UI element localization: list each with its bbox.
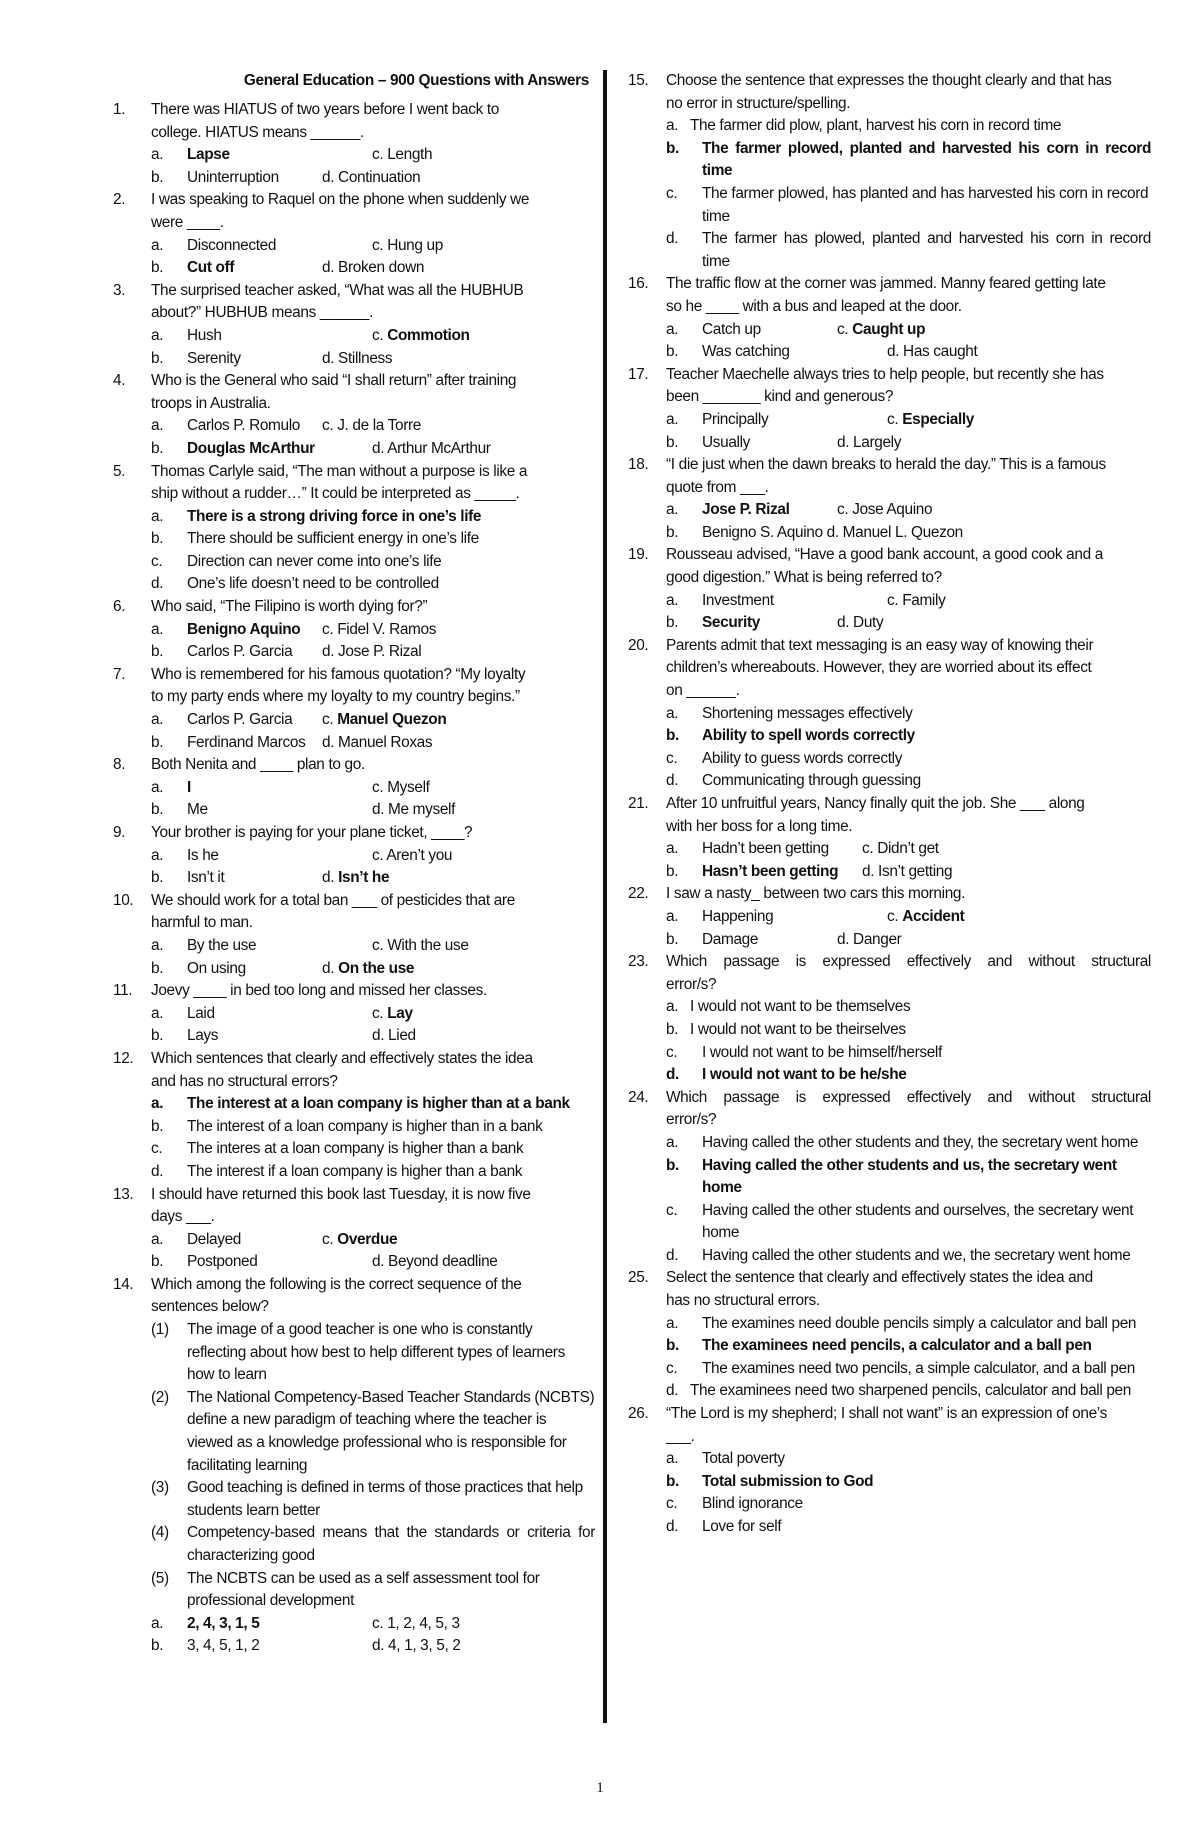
question-16 [628,273,1151,363]
question-26 [628,1403,1151,1539]
option-letter: a. [151,326,164,344]
option-c: Caught up [852,320,926,338]
question-8 [113,754,595,822]
option-d: d. Duty [837,614,884,632]
question-number: 23. [628,953,649,971]
option-letter: d. [322,959,335,977]
option-letter: c. [666,184,678,202]
question-text: Teacher Maechelle always tries to help people, but recently she has [666,365,1104,383]
option-c: c. Fidel V. Ramos [322,620,437,638]
sentence-item: (1) The image of a good teacher is one who is constantly reflecting about how best to help different types of learners how to learn [151,1321,565,1384]
question-text: Which passage is expressed effectively and without structural [666,953,1151,971]
question-text: no error in structure/spelling. [666,94,851,112]
option-letter: a. [151,236,164,254]
question-22 [628,883,1151,951]
question-text: ship without a rudder…” It could be interpreted as _____. [151,485,520,503]
page-number: 1 [596,1780,604,1796]
option-letter: d. [666,230,679,248]
option-letter: b. [151,643,164,661]
option-letter: b. [666,862,679,880]
question-text: Which sentences that clearly and effectively states the idea [151,1049,533,1067]
question-text: children’s whereabouts. However, they are worried about its effect [666,659,1092,677]
question-number: 18. [628,456,649,474]
question-text: been _______ kind and generous? [666,388,894,406]
question-number: 15. [628,72,649,89]
question-13 [113,1184,595,1274]
question-number: 12. [113,1049,134,1067]
option-c: Manuel Quezon [337,711,447,729]
question-number: 2. [113,191,126,209]
option-letter: c. [666,1043,678,1061]
question-text: Which passage is expressed effectively and without structural [666,1088,1151,1106]
question-25 [628,1267,1151,1403]
option-letter: b. [151,1253,164,1271]
option-letter: a. [666,410,679,428]
option-letter: c. [322,1230,334,1248]
option-letter: a. [151,146,164,164]
option-b: Isn’t it [187,869,225,887]
option-a: Carlos P. Romulo [187,417,301,435]
option-c: Ability to guess words correctly [702,749,903,767]
option-d: d. Stillness [322,349,393,367]
question-text: Who is the General who said “I shall return” after training [151,372,517,390]
sentence-item: (3) Good teaching is defined in terms of those practices that help students learn better [151,1479,583,1519]
option-b: Benigno S. Aquino d. Manuel L. Quezon [702,523,963,541]
option-letter: c. [151,1140,163,1158]
option-c: Having called the other students and ourselves, the secretary went home [702,1201,1134,1242]
question-3 [113,280,595,370]
option-letter: d. [151,575,164,593]
option-a: Investment [702,591,774,609]
option-a: Benigno Aquino [187,620,301,638]
option-letter: c. [322,711,334,729]
option-letter: a. [666,117,679,135]
question-text: Parents admit that text messaging is an easy way of knowing their [666,636,1094,654]
right-column [628,70,1151,1539]
option-letter: a. [151,936,164,954]
column-divider [603,70,607,1723]
option-letter: b. [151,801,164,819]
option-a: Catch up [702,320,761,338]
question-text: so he ____ with a bus and leaped at the door. [666,297,962,315]
question-9 [113,822,595,890]
option-a: The examines need double pencils simply a calculator and ball pen [702,1314,1137,1332]
question-20 [628,635,1151,793]
option-letter: c. [666,1359,678,1377]
option-c: c. With the use [372,936,469,954]
option-letter: a. [151,417,164,435]
question-text: error/s? [666,975,717,993]
question-text: Both Nenita and ____ plan to go. [151,756,365,774]
option-letter: c. [372,326,384,344]
option-letter: b. [151,1637,164,1655]
option-letter: c. [666,749,678,767]
option-letter: d. [666,1518,679,1535]
question-number: 9. [113,824,126,841]
option-letter: d. [151,1162,164,1180]
option-b: Having called the other students and us, the secretary went home [702,1156,1117,1197]
option-b: I would not want to be theirselves [690,1020,906,1038]
option-c: c. Aren’t you [372,846,453,864]
option-letter: a. [151,507,164,525]
option-letter: a. [151,778,164,796]
option-letter: b. [151,959,164,977]
option-b: Damage [702,930,759,948]
sentence-item: (2) The National Competency-Based Teacher Standards (NCBTS) define a new paradigm of teaching where the teacher is viewed as a knowledge professional who is responsible for facilitating learning [151,1388,595,1474]
option-d: d. 4, 1, 3, 5, 2 [372,1637,461,1655]
option-letter: b. [666,614,679,632]
option-letter: a. [666,907,679,925]
option-a: The interest at a loan company is higher than at a bank [187,1095,570,1113]
question-text: on ______. [666,682,740,700]
option-c: Blind ignorance [702,1495,803,1513]
option-a: Happening [702,907,774,925]
question-21 [628,793,1151,883]
option-letter: a. [666,591,679,609]
option-b: Hasn’t been getting [702,862,839,880]
option-letter: c. [887,907,899,925]
sentence-item: (5) The NCBTS can be used as a self assessment tool for professional development [151,1569,540,1610]
question-15 [628,70,1151,273]
option-c: The interes at a loan company is higher than a bank [187,1140,524,1158]
option-letter: b. [666,1020,679,1038]
left-column [113,70,595,1658]
question-number: 25. [628,1269,649,1287]
option-d: d. Beyond deadline [372,1253,498,1271]
option-a: Having called the other students and they, the secretary went home [702,1133,1139,1151]
option-c: c. Family [887,591,946,609]
option-d: The examinees need two sharpened pencils, calculator and ball pen [690,1382,1131,1400]
option-a: Laid [187,1004,215,1022]
option-letter: c. [666,1495,678,1513]
option-c: c. Hung up [372,236,443,254]
question-number: 5. [113,462,126,480]
option-letter: c. [837,320,849,338]
option-d: One’s life doesn’t need to be controlled [187,575,439,593]
option-a: Lapse [187,146,230,164]
option-letter: b. [666,433,679,451]
option-letter: b. [666,523,679,541]
option-c: The examines need two pencils, a simple calculator, and a ball pen [702,1359,1135,1377]
question-text: The surprised teacher asked, “What was all the HUBHUB [151,281,524,299]
option-letter: b. [666,727,679,745]
question-number: 10. [113,891,134,909]
question-text: After 10 unfruitful years, Nancy finally quit the job. She ___ along [666,795,1085,812]
option-letter: c. [887,410,899,428]
question-text: sentences below? [151,1298,269,1316]
option-c: Overdue [337,1230,398,1248]
option-letter: b. [666,1156,679,1174]
option-letter: a. [666,1314,679,1332]
question-6 [113,596,595,664]
question-14 [113,1274,595,1658]
question-text: has no structural errors. [666,1292,820,1310]
question-number: 7. [113,665,126,683]
question-text: error/s? [666,1111,717,1129]
option-b: Was catching [702,343,790,361]
question-text: and has no structural errors? [151,1072,338,1090]
question-text: I was speaking to Raquel on the phone when suddenly we [151,191,530,209]
option-b: Cut off [187,259,235,277]
question-text: Joevy ____ in bed too long and missed her classes. [151,982,487,1000]
option-b: The farmer plowed, planted and harvested his corn in record time [702,139,1151,180]
option-letter: b. [666,343,679,361]
option-a: Principally [702,410,769,428]
option-a: I [187,778,191,796]
option-c: Lay [387,1004,413,1022]
option-letter: a. [151,711,164,729]
question-number: 14. [113,1275,134,1293]
option-letter: a. [666,501,679,519]
question-number: 1. [113,101,126,118]
option-letter: a. [151,620,164,638]
option-letter: b. [151,349,164,367]
option-b: Carlos P. Garcia [187,643,293,661]
option-d: d. Lied [372,1027,416,1045]
option-b: Serenity [187,349,241,367]
question-text: “The Lord is my shepherd; I shall not want” is an expression of one’s [666,1405,1107,1423]
question-text: to my party ends where my loyalty to my country begins.” [151,688,520,706]
option-letter: b. [666,930,679,948]
question-text: Thomas Carlyle said, “The man without a purpose is like a [151,462,528,480]
option-letter: b. [151,168,164,186]
option-letter: a. [151,1095,164,1113]
option-letter: a. [666,1133,679,1151]
option-b: The interest of a loan company is higher than in a bank [187,1117,543,1135]
question-text: were ____. [151,213,224,231]
option-d: The interest if a loan company is higher than a bank [187,1162,523,1180]
option-a: Is he [187,846,219,864]
option-letter: b. [666,1472,679,1490]
question-text: ___. [666,1427,695,1445]
question-number: 13. [113,1185,134,1203]
question-text: Which among the following is the correct sequence of the [151,1275,522,1293]
option-d: d. Manuel Roxas [322,733,433,751]
option-letter: a. [666,704,679,722]
question-number: 22. [628,885,649,903]
option-b: There should be sufficient energy in one’s life [187,530,479,548]
option-c: I would not want to be himself/herself [702,1043,942,1061]
option-d: d. Largely [837,433,902,451]
option-letter: a. [666,840,679,858]
option-d: d. Has caught [887,343,978,361]
option-letter: a. [151,846,164,864]
option-c: Especially [902,410,975,428]
option-letter: b. [151,733,164,751]
question-text: about?” HUBHUB means ______. [151,304,374,322]
question-text: days ___. [151,1208,215,1226]
option-c: Accident [902,907,965,925]
option-a: Delayed [187,1230,242,1248]
option-letter: a. [666,1450,679,1468]
option-d: Love for self [702,1518,782,1535]
option-letter: c. [666,1201,678,1219]
option-a: Disconnected [187,236,277,254]
option-d: d. Me myself [372,801,456,819]
question-text: “I die just when the dawn breaks to herald the day.” This is a famous [666,456,1106,474]
option-a: Hadn’t been getting [702,840,829,858]
option-a: Hush [187,326,222,344]
question-text: Your brother is paying for your plane ticket, ____? [151,824,473,841]
option-b: Postponed [187,1253,258,1271]
option-d: On the use [338,959,415,977]
option-b: Security [702,614,760,632]
option-d: d. Jose P. Rizal [322,643,422,661]
question-23 [628,951,1151,1087]
question-number: 16. [628,275,649,293]
question-text: Who is remembered for his famous quotation? “My loyalty [151,665,526,683]
question-text: Rousseau advised, “Have a good bank account, a good cook and a [666,546,1103,564]
question-2 [113,189,595,279]
option-a: I would not want to be themselves [690,998,911,1016]
option-b: Douglas McArthur [187,439,315,457]
option-c: The farmer plowed, has planted and has harvested his corn in record time [702,184,1149,225]
option-c: c. J. de la Torre [322,417,421,435]
question-number: 20. [628,636,649,654]
option-a: There is a strong driving force in one’s life [187,507,482,525]
question-number: 11. [113,982,133,1000]
question-text: Choose the sentence that expresses the thought clearly and that has [666,72,1112,89]
question-number: 6. [113,598,126,616]
option-letter: b. [666,1337,679,1355]
option-d: Communicating through guessing [702,772,921,790]
question-number: 19. [628,546,649,564]
option-d: d. Danger [837,930,902,948]
option-letter: d. [322,869,335,887]
option-c: c. Myself [372,778,430,796]
option-letter: b. [151,530,164,548]
option-b: Me [187,801,208,819]
option-b: Ability to spell words correctly [702,727,915,745]
option-letter: d. [666,772,679,790]
option-a: Jose P. Rizal [702,501,790,519]
question-number: 8. [113,756,126,774]
option-d: d. Broken down [322,259,425,277]
option-letter: a. [666,998,679,1016]
option-letter: d. [666,1066,679,1084]
question-text: I should have returned this book last Tuesday, it is now five [151,1185,531,1203]
option-letter: a. [666,320,679,338]
option-letter: b. [666,139,679,157]
option-letter: a. [151,1004,164,1022]
question-text: quote from ___. [666,478,769,496]
question-11 [113,980,595,1048]
question-text: harmful to man. [151,914,253,932]
question-text: Select the sentence that clearly and effectively states the idea and [666,1269,1093,1287]
question-text: The traffic flow at the corner was jammed. Manny feared getting late [666,275,1106,293]
question-number: 24. [628,1088,649,1106]
option-d: d. Isn’t getting [862,862,953,880]
option-letter: b. [151,439,164,457]
question-number: 21. [628,795,649,812]
option-c: c. 1, 2, 4, 5, 3 [372,1614,460,1632]
question-5 [113,461,595,597]
question-12 [113,1048,595,1184]
option-c: Direction can never come into one’s life [187,552,442,570]
question-4 [113,370,595,460]
option-letter: b. [151,1117,164,1135]
question-text: college. HIATUS means ______. [151,123,364,141]
option-b: Usually [702,433,751,451]
option-d: Isn’t he [338,869,390,887]
question-text: good digestion.” What is being referred to? [666,569,942,587]
option-a: 2, 4, 3, 1, 5 [187,1614,260,1632]
option-a: The farmer did plow, plant, harvest his corn in record time [690,117,1062,135]
question-24 [628,1087,1151,1268]
option-letter: d. [666,1382,679,1400]
option-d: d. Arthur McArthur [372,439,491,457]
question-18 [628,454,1151,544]
option-c: c. Length [372,146,433,164]
document-title: General Education – 900 Questions with Answers [243,72,589,89]
question-1 [113,99,595,189]
option-letter: d. [666,1246,679,1264]
option-letter: c. [151,552,163,570]
option-a: Shortening messages effectively [702,704,913,722]
option-letter: a. [151,1614,164,1632]
question-number: 26. [628,1405,649,1423]
option-c: c. Didn’t get [862,840,939,858]
question-number: 17. [628,365,649,383]
option-b: Total submission to God [702,1472,874,1490]
question-text: with her boss for a long time. [666,817,853,835]
question-7 [113,664,595,754]
option-d: The farmer has plowed, planted and harvested his corn in record time [702,230,1151,270]
question-text: Who said, “The Filipino is worth dying for?” [151,598,428,616]
question-number: 4. [113,372,126,390]
option-a: By the use [187,936,257,954]
question-19 [628,544,1151,634]
question-10 [113,890,595,980]
option-letter: a. [151,1230,164,1248]
sentence-item: (4) Competency-based means that the standards or criteria for characterizing good [151,1524,595,1564]
option-letter: b. [151,259,164,277]
option-b: Ferdinand Marcos [187,733,306,751]
option-b: 3, 4, 5, 1, 2 [187,1637,260,1655]
option-b: On using [187,959,246,977]
question-17 [628,364,1151,454]
option-a: Total poverty [702,1450,785,1468]
option-b: Lays [187,1027,219,1045]
option-b: The examinees need pencils, a calculator and a ball pen [702,1337,1092,1355]
option-d: I would not want to be he/she [702,1066,907,1084]
question-text: We should work for a total ban ___ of pesticides that are [151,891,515,909]
question-number: 3. [113,281,126,299]
option-c: Commotion [387,326,470,344]
question-text: There was HIATUS of two years before I went back to [151,101,499,118]
option-a: Carlos P. Garcia [187,711,293,729]
option-letter: b. [151,869,164,887]
option-d: d. Continuation [322,168,421,186]
option-b: Uninterruption [187,168,279,186]
option-d: Having called the other students and we, the secretary went home [702,1246,1131,1264]
question-text: I saw a nasty_ between two cars this morning. [666,885,966,903]
option-letter: c. [372,1004,384,1022]
option-c: c. Jose Aquino [837,501,933,519]
question-text: troops in Australia. [151,394,271,412]
option-letter: b. [151,1027,164,1045]
